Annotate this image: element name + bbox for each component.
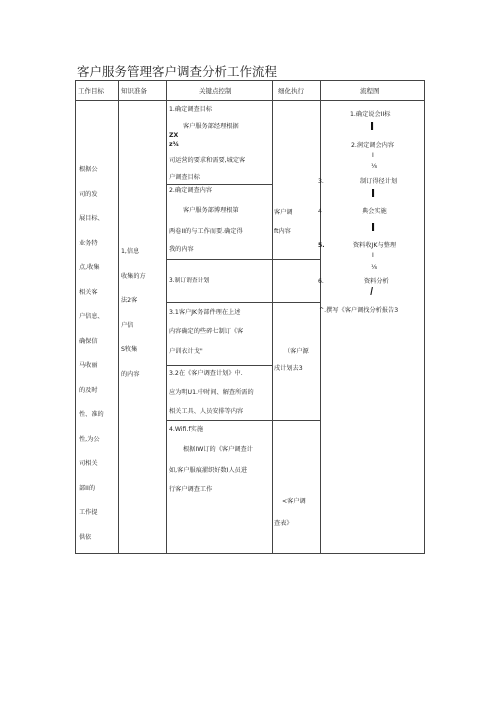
key31-line: 户训衣计戈" xyxy=(169,348,203,355)
header-goal: 工作目标 xyxy=(78,87,104,95)
workflow-table xyxy=(75,80,425,554)
column-divider xyxy=(320,80,321,554)
knowledge-text: 1,信息 收集的方 法2客 户信 S牧集 的内容 xyxy=(121,248,146,378)
key3-heading: 3.制订谓査计划 xyxy=(169,278,210,284)
key2-line: 两卷II的与工作而要.确定得 xyxy=(169,228,243,235)
column-divider xyxy=(118,80,119,554)
key2-line: 我的内容 xyxy=(169,246,194,253)
key32-heading: 3.2在《客户调查计划》中. xyxy=(169,370,243,377)
row-divider xyxy=(166,302,320,303)
flow-arrow: I xyxy=(371,187,376,200)
key31-heading: 3.1客户JK务部件理在上述 xyxy=(169,309,241,316)
key4-line: 行客户调查工作 xyxy=(169,486,213,493)
flow-arrow-head: ⅛ xyxy=(371,163,377,170)
flow-step-2: 2.润定调会内容 xyxy=(351,142,395,149)
header-execution: 细化执行 xyxy=(278,87,304,95)
key2-line: 客户服务部博理根第 xyxy=(183,207,239,214)
goal-text: 根据公 司的发 展目标、 业务特 点,收集 相关客 户信息、 确保信 马收丽 的及时 性、准的 性,为公 司相关 部II的 工作提 供依 xyxy=(79,166,104,541)
row-divider xyxy=(166,259,320,260)
exec-c1: <客户调 xyxy=(282,498,306,505)
exec-a1: 客户调 xyxy=(274,209,293,216)
flow-arrow-italic: I xyxy=(370,285,374,298)
flow-step-3: 制订得径计划 xyxy=(360,178,398,185)
header-divider xyxy=(75,100,425,101)
flow-num-3: 3. xyxy=(318,178,324,185)
exec-b2: 戌计划去3 xyxy=(274,365,303,372)
exec-c2: 查表》 xyxy=(274,520,293,527)
flow-step-1: 1.确定说会II标 xyxy=(350,111,391,118)
table-border-left xyxy=(75,80,76,554)
exec-b1: （客户源 xyxy=(284,348,309,355)
key4-heading: 4.Wifi.f实施 xyxy=(169,426,204,433)
flow-arrow-thin: I xyxy=(372,152,374,159)
exec-a2: ft内容 xyxy=(274,228,291,235)
row-divider xyxy=(166,420,320,421)
key32-line: 相关工具、人员安排等内容 xyxy=(169,408,244,415)
table-border-bottom xyxy=(75,553,425,554)
key1-line: 客户服务部经理根据 xyxy=(183,123,239,130)
row-divider xyxy=(166,184,272,185)
flow-num-6: 6. xyxy=(318,278,324,285)
key1-line: ZX xyxy=(169,132,179,139)
key2-heading: 2.确定调查内容 xyxy=(169,187,213,194)
key4-line: 根据IW订的《客户调查计 xyxy=(183,446,253,453)
header-keypoint: 关键点控制 xyxy=(199,87,232,95)
flow-arrow-head: ⅛ xyxy=(371,264,377,271)
key1-line: z¾ xyxy=(169,141,180,148)
key32-line: 应为明U1.中时间、解查所需的 xyxy=(169,389,254,396)
column-divider xyxy=(272,80,273,554)
header-flowchart: 流程图 xyxy=(360,87,380,95)
flow-num-5: 5. xyxy=(318,242,325,249)
flow-arrow-thin: I xyxy=(372,252,374,259)
key1-line: 户调查目标 xyxy=(169,174,200,181)
flow-arrow: I xyxy=(371,221,376,234)
table-border-right xyxy=(424,80,425,554)
key31-line: 内容确定的些碎七制订《客 xyxy=(169,328,244,335)
page-title: 客户服务管理客户调查分析工作流程 xyxy=(77,64,278,79)
header-knowledge: 知识准备 xyxy=(121,87,147,95)
key1-heading: 1.确定调查目标 xyxy=(169,106,213,113)
flow-step-5: 资料收JK与整理 xyxy=(353,242,397,249)
flow-arrow: I xyxy=(370,120,375,133)
row-divider xyxy=(166,365,272,366)
column-divider xyxy=(166,80,167,554)
flow-step-7: ^.撰写《客户调找分析报告3 xyxy=(319,307,399,314)
flow-step-6: 资料分析 xyxy=(364,278,389,285)
key1-line: 司运营的要求和需要,城定客 xyxy=(169,157,246,164)
table-border-top xyxy=(75,80,425,81)
flow-num-4: 4 xyxy=(318,208,322,215)
key4-line: 如,客户服痕濯织好数I人员进 xyxy=(169,467,248,474)
flow-step-4: 典会实施 xyxy=(362,208,387,215)
